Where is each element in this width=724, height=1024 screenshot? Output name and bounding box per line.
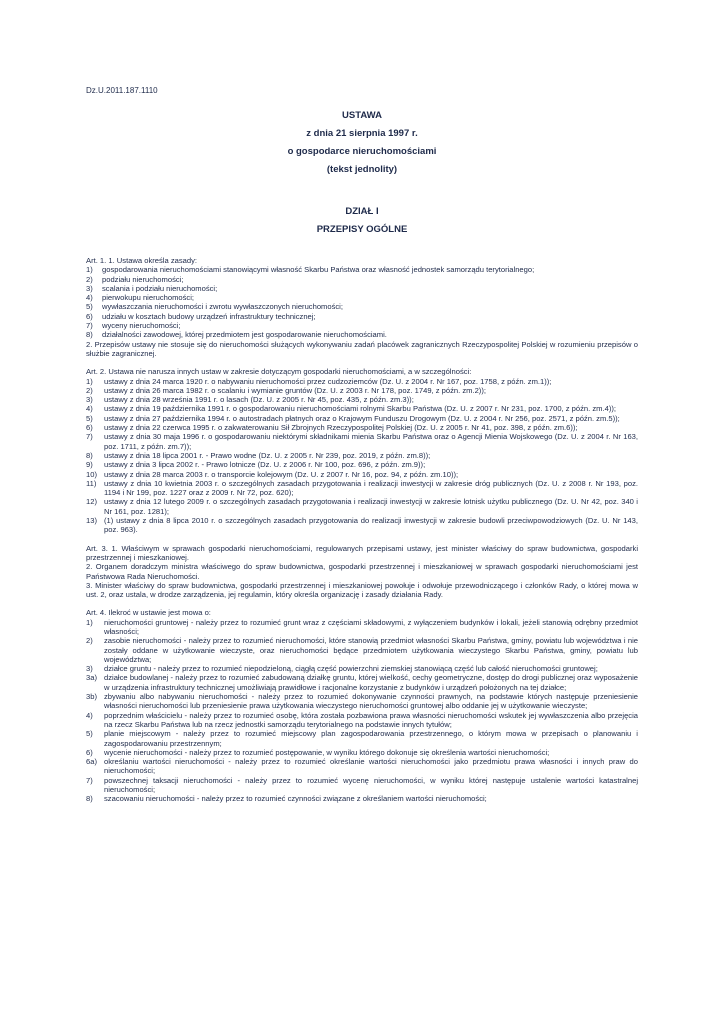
list-item: 3) działce gruntu - należy przez to rozumieć niepodzieloną, ciągłą część powierzchni ziemskiej stanowiącą część lub całość nieruchomości gruntowej; (86, 664, 598, 674)
division-title-heading: PRZEPISY OGÓLNE (316, 224, 408, 235)
list-item: 3) scalania i podziału nieruchomości; (86, 283, 218, 293)
article-1 (86, 256, 638, 358)
article-intro: Art. 2. Ustawa nie narusza innych ustaw w zakresie dotyczącym gospodarki nieruchomościami, a w szczególności: (86, 367, 472, 377)
paragraph: 2. Przepisów ustawy nie stosuje się do nieruchomości służących wykonywaniu zadań placówek zagranicznych Rzeczypospolitej Polskiej w rozumieniu przepisów o służbie zagranicznej. (86, 339, 638, 358)
article-intro: Art. 1. 1. Ustawa określa zasady: (86, 256, 197, 265)
act-type-heading: USTAWA (342, 110, 382, 121)
list-item: 10) ustawy z dnia 28 marca 2003 r. o transporcie kolejowym (Dz. U. z 2007 r. Nr 16, poz. 94, z późn. zm.10)); (86, 469, 459, 479)
list-item: 8) ustawy z dnia 18 lipca 2001 r. - Prawo wodne (Dz. U. z 2005 r. Nr 239, poz. 2019, z późn. zm.8)); (86, 450, 431, 460)
act-subject-heading: o gospodarce nieruchomościami (287, 146, 437, 157)
act-date-heading: z dnia 21 sierpnia 1997 r. (306, 128, 418, 139)
list-item: 2) ustawy z dnia 26 marca 1982 r. o scalaniu i wymianie gruntów (Dz. U. z 2003 r. Nr 178, poz. 1749, z późn. zm.2)); (86, 385, 486, 395)
list-item: 3) ustawy z dnia 28 września 1991 r. o lasach (Dz. U. z 2005 r. Nr 45, poz. 435, z późn. zm.3)); (86, 395, 414, 405)
list-item: 1) gospodarowania nieruchomościami stanowiącymi własność Skarbu Państwa oraz własność jednostek samorządu terytorialnego; (86, 265, 535, 275)
list-item: 8) szacowaniu nieruchomości - należy przez to rozumieć czynności związane z określaniem wartości nieruchomości; (86, 794, 487, 804)
list-item: 7) powszechnej taksacji nieruchomości - należy przez to rozumieć wycenę nieruchomości, w wyniku której następuje ustalenie wartości katastralnej nieruchomości; (86, 775, 638, 795)
list-item: 3a) działce budowlanej - należy przez to rozumieć zabudowaną działkę gruntu, której wielkość, cechy geometryczne, dostęp do drogi publicznej oraz wyposażenie w urządzenia infrastruktury technicznej umożliwiają prawidłowe i racjonalne korzystanie z budynków i urządzeń położonych na tej działce; (86, 673, 638, 692)
list-item: 7) wyceny nieruchomości; (86, 321, 181, 331)
list-item: 4) pierwokupu nieruchomości; (86, 293, 195, 303)
list-item: 1) nieruchomości gruntowej - należy przez to rozumieć grunt wraz z częściami składowymi, z wyłączeniem budynków i lokali, jeżeli stanowią odrębny przedmiot własności; (86, 617, 638, 636)
list-item: 6) ustawy z dnia 22 czerwca 1995 r. o zakwaterowaniu Sił Zbrojnych Rzeczypospolitej Polskiej (Dz. U. z 2005 r. Nr 41, poz. 398, z późn. zm.6)); (86, 423, 578, 433)
list-item: 8) działalności zawodowej, której przedmiotem jest gospodarowanie nieruchomościami. (86, 330, 387, 340)
article-2 (86, 367, 638, 534)
division-number-heading: DZIAŁ I (345, 206, 379, 217)
article-intro: Art. 4. Ilekroć w ustawie jest mowa o: (86, 608, 211, 618)
list-item: 4) ustawy z dnia 19 października 1991 r. o gospodarowaniu nieruchomościami rolnymi Skarbu Państwa (Dz. U. z 2007 r. Nr 231, poz. 1700, z późn. zm.4)); (86, 404, 616, 414)
list-item: 5) planie miejscowym - należy przez to rozumieć miejscowy plan zagospodarowania przestrzennego, o którym mowa w przepisach o planowaniu i zagospodarowaniu przestrzennym; (86, 729, 638, 748)
journal-reference: Dz.U.2011.187.1110 (86, 86, 158, 95)
list-item: 2) podziału nieruchomości; (86, 274, 184, 284)
list-item: 2) zasobie nieruchomości - należy przez to rozumieć nieruchomości, które stanowią przedmiot własności Skarbu Państwa, gminy, powiatu lub województwa i nie zostały oddane w użytkowanie wieczyste, oraz nieruchomości będące przedmiotem użytkowania wieczystego Skarbu Państwa, gminy, powiatu lub województwa; (86, 636, 638, 664)
paragraph: 2. Organem doradczym ministra właściwego do spraw budownictwa, gospodarki przestrzennej i mieszkaniowej w sprawach gospodarki nieruchomościami jest Państwowa Rada Nieruchomości. (86, 562, 638, 581)
paragraph: Art. 3. 1. Właściwym w sprawach gospodarki nieruchomościami, regulowanych przepisami ustawy, jest minister właściwy do spraw budownictwa, gospodarki przestrzennej i mieszkaniowej. (86, 543, 638, 562)
list-item: 6) wycenie nieruchomości - należy przez to rozumieć postępowanie, w wyniku którego dokonuje się określenia wartości nieruchomości; (86, 747, 550, 757)
list-item: 4) poprzednim właścicielu - należy przez to rozumieć osobę, która została pozbawiona prawa własności nieruchomości wskutek jej wywłaszczenia albo przejęcia na rzecz Skarbu Państwa lub na rzecz jednostki samorządu terytorialnego na podstawie innych tytułów; (86, 710, 638, 729)
list-item: 7) ustawy z dnia 30 maja 1996 r. o gospodarowaniu niektórymi składnikami mienia Skarbu Państwa oraz o Agencji Mienia Wojskowego (Dz. U. z 2004 r. Nr 163, poz. 1711, z późn. zm.7)); (86, 432, 638, 451)
list-item: 11) ustawy z dnia 10 kwietnia 2003 r. o szczególnych zasadach przygotowania i realizacji inwestycji w zakresie dróg publicznych (Dz. U. z 2008 r. Nr 193, poz. 1194 i Nr 199, poz. 1227 oraz z 2009 r. Nr 72, poz. 620); (86, 478, 638, 498)
article-3 (86, 544, 638, 600)
list-item: 12) ustawy z dnia 12 lutego 2009 r. o szczególnych zasadach przygotowania i realizacji inwestycji w zakresie lotnisk użytku publicznego (Dz. U. Nr 42, poz. 340 i Nr 161, poz. 1281); (86, 497, 638, 516)
list-item: 5) wywłaszczania nieruchomości i zwrotu wywłaszczonych nieruchomości; (86, 302, 343, 312)
list-item: 5) ustawy z dnia 27 października 1994 r. o autostradach płatnych oraz o Krajowym Funduszu Drogowym (Dz. U. z 2004 r. Nr 256, poz. 2571, z późn. zm.5)); (86, 413, 620, 423)
list-item: 6) udziału w kosztach budowy urządzeń infrastruktury technicznej; (86, 311, 316, 321)
list-item: 1) ustawy z dnia 24 marca 1920 r. o nabywaniu nieruchomości przez cudzoziemców (Dz. U. z 2004 r. Nr 167, poz. 1758, z późn. zm.1)); (86, 376, 552, 386)
article-4 (86, 608, 638, 803)
list-item: 9) ustawy z dnia 3 lipca 2002 r. - Prawo lotnicze (Dz. U. z 2006 r. Nr 100, poz. 696, z późn. zm.9)); (86, 460, 426, 470)
list-item: 13) (1) ustawy z dnia 8 lipca 2010 r. o szczególnych zasadach przygotowania do realizacji inwestycji w zakresie budowli przeciwpowodziowych (Dz. U. Nr 143, poz. 963). (86, 516, 638, 535)
list-item: 6a) określaniu wartości nieruchomości - należy przez to rozumieć określanie wartości nieruchomości jako przedmiotu prawa własności i innych praw do nieruchomości; (86, 757, 638, 776)
act-consolidated-note: (tekst jednolity) (326, 164, 398, 175)
document-body (86, 256, 638, 804)
list-item: 3b) zbywaniu albo nabywaniu nieruchomości - należy przez to rozumieć dokonywanie czynności prawnych, na podstawie których następuje przeniesienie własności nieruchomości lub przeniesienie prawa użytkowania wieczystego nieruchomości gruntowej albo oddanie jej w użytkowanie wieczyste; (86, 692, 638, 711)
paragraph: 3. Minister właściwy do spraw budownictwa, gospodarki przestrzennej i mieszkaniowej powołuje i odwołuje przewodniczącego i członków Rady, o której mowa w ust. 2, oraz ustala, w drodze zarządzenia, jej regulamin, który określa organizację i zasady działania Rady. (86, 580, 638, 600)
